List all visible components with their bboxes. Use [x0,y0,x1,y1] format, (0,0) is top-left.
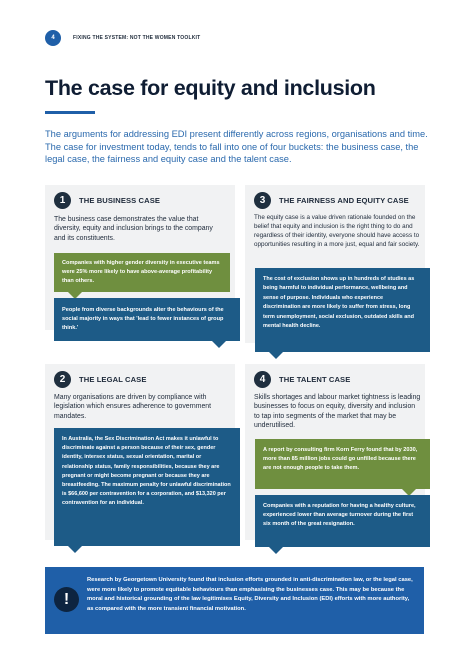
title-underline [45,111,95,114]
running-title: FIXING THE SYSTEM: NOT THE WOMEN TOOLKIT [73,35,201,41]
banner-text: Research by Georgetown University found that inclusion efforts grounded in anti-discrimination law, or the legal case, were more likely to promote equitable behaviours than emphasising the businesses case. This may be because the moral and historical grounding of the law legitimises Equity, Diversity and Inclusion (EDI) efforts with more authority, as compared with the more transient financial motivation. [87,577,413,613]
card-body: Skills shortages and labour market tightness is leading businesses to focus on equity, diversity and inclusion to tap into segments of the market that may be underutilised. [254,394,421,430]
callout-talent-reputation: Companies with a reputation for having a healthy culture, experienced lower than average turnover during the first six month of the great resignation. [255,495,430,547]
card-header [254,371,350,388]
card-header [254,192,409,209]
card-title: THE TALENT CASE [279,375,351,384]
card-header [54,192,160,209]
card-body: Many organisations are driven by compliance with legislation which ensures adherence to government mandates. [54,394,212,420]
card-body: The equity case is a value driven rationale founded on the belief that equity and inclusion is the right thing to do and regardless of their identity, everyone should have access to opportunities resulting in a more just, equal and fair society. [254,214,420,248]
page-header [45,30,200,46]
intro-paragraph: The arguments for addressing EDI present differently across regions, organisations and time. The case for investment today, tends to fall into one of four buckets: the business case, the legal case, the fairness and equity case and the talent case. [45,129,428,165]
research-banner [45,567,424,634]
callout-business-quote: People from diverse backgrounds alter the behaviours of the social majority in ways that 'lead to fewer instances of group think.' [54,298,240,341]
card-body: The business case demonstrates the value that diversity, equity and inclusion brings to the company and its constituents. [54,216,213,242]
number-badge: 3 [254,192,271,209]
callout-fairness-cost: The cost of exclusion shows up in hundreds of studies as being harmful to individual performance, wellbeing and sense of purpose. Individuals who experience discrimination are more likely to suffer from stress, long term unemployment, social exclusion, outdated skills and mental health decline. [255,268,430,352]
card-header [54,371,147,388]
number-badge: 4 [254,371,271,388]
page-title: The case for equity and inclusion [45,76,376,100]
number-badge: 2 [54,371,71,388]
page-number-badge: 4 [45,30,61,46]
card-title: THE BUSINESS CASE [79,196,161,205]
number-badge: 1 [54,192,71,209]
callout-talent-report: A report by consulting firm Korn Ferry found that by 2030, more than 85 million jobs could go unfilled because there are not enough people to take them. [255,439,430,489]
callout-business-stat: Companies with higher gender diversity in executive teams were 25% more likely to have above-average profitability than others. [54,253,230,292]
card-title: THE FAIRNESS AND EQUITY CASE [279,196,409,205]
callout-legal-act: In Australia, the Sex Discrimination Act makes it unlawful to discriminate against a person because of their sex, gender identity, intersex status, sexual orientation, marital or relationship status, family responsibilities, because they are pregnant or might become pregnant or because they are breastfeeding. The maximum penalty for unlawful discrimination is $66,600 per contravention for a corporation, and $13,320 per contravention for an individual. [54,428,240,546]
card-title: THE LEGAL CASE [79,375,147,384]
exclamation-icon: ! [54,587,79,612]
